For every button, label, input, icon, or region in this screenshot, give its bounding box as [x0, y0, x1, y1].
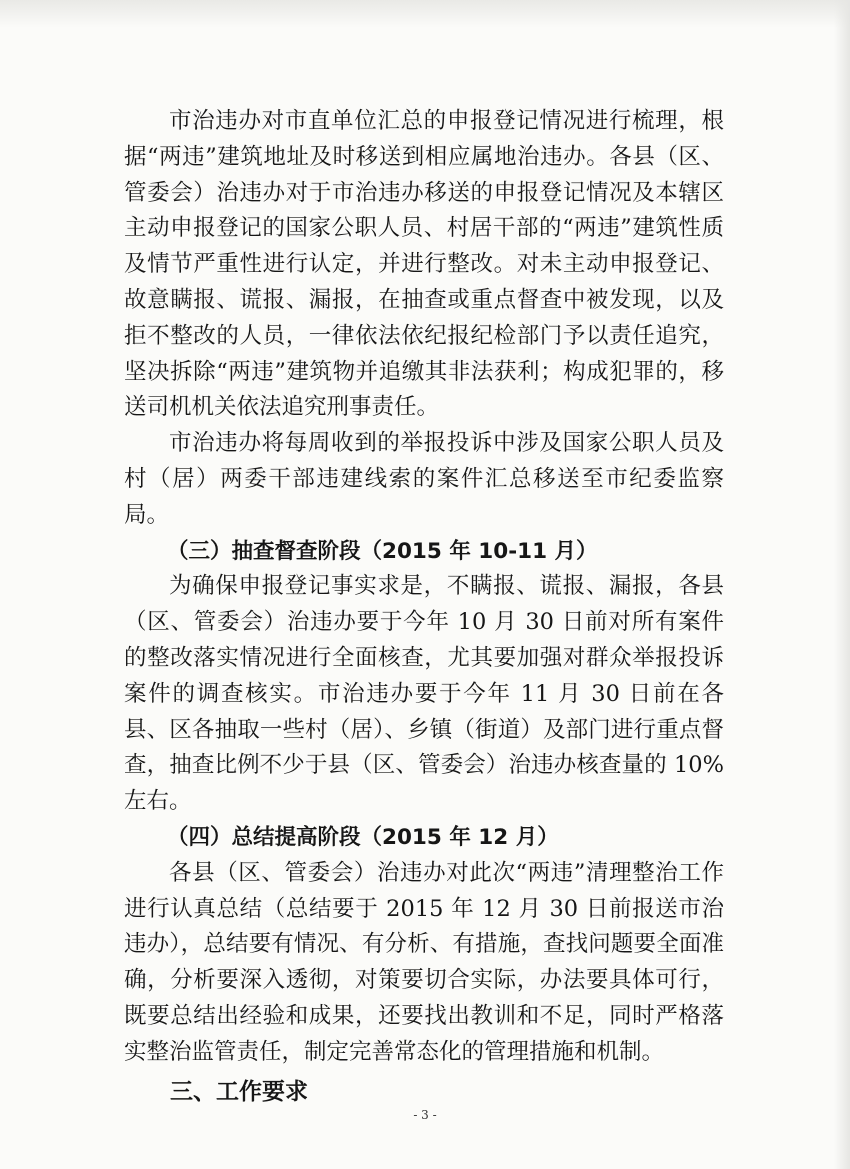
section-heading-work-requirements: 三、工作要求	[170, 1078, 308, 1105]
paragraph-weekly-referral: 市治违办将每周收到的举报投诉中涉及国家公职人员及村（居）两委干部违建线索的案件汇总移送至市纪委监察局。	[124, 430, 724, 528]
page-number: - 3 -	[413, 1108, 437, 1122]
paragraph-summary: 各县（区、管委会）治违办对此次“两违”清理整治工作进行认真总结（总结要于 2015 年 12 月 30 日前报送市治违办），总结要有情况、有分析、有措施，查找问题要全面准确，分析要深入透彻，对策要切合实际，办法要具体可行，既要总结出经验和成果，还要找出教训和不足，同时严格落实整治监管责任，制定完善常态化的管理措施和机制。	[124, 859, 724, 1065]
scan-shadow-right	[834, 0, 850, 1169]
section-heading-summary: （四）总结提高阶段（2015 年 12 月）	[167, 824, 559, 850]
paragraph-review-reports: 市治违办对市直单位汇总的申报登记情况进行梳理，根据“两违”建筑地址及时移送到相应属地治违办。各县（区、管委会）治违办对于市治违办移送的申报登记情况及本辖区主动申报登记的国家公职人员、村居干部的“两违”建筑性质及情节严重性进行认定，并进行整改。对未主动申报登记、故意瞒报、谎报、漏报，在抽查或重点督查中被发现，以及拒不整改的人员，一律依法依纪报纪检部门予以责任追究，坚决拆除“两违”建筑物并追缴其非法获利；构成犯罪的，移送司机机关依法追究刑事责任。	[124, 108, 724, 421]
section-heading-spot-check: （三）抽查督查阶段（2015 年 10-11 月）	[167, 538, 598, 564]
scan-shadow-top	[0, 0, 850, 28]
document-body	[124, 104, 724, 1110]
paragraph-spot-check: 为确保申报登记事实求是，不瞒报、谎报、漏报，各县（区、管委会）治违办要于今年 10 月 30 日前对所有案件的整改落实情况进行全面核查，尤其要加强对群众举报投诉案件的调查核实。市治违办要于今年 11 月 30 日前在各县、区各抽取一些村（居）、乡镇（街道）及部门进行重点督查，抽查比例不少于县（区、管委会）治违办核查量的 10%左右。	[124, 573, 724, 815]
